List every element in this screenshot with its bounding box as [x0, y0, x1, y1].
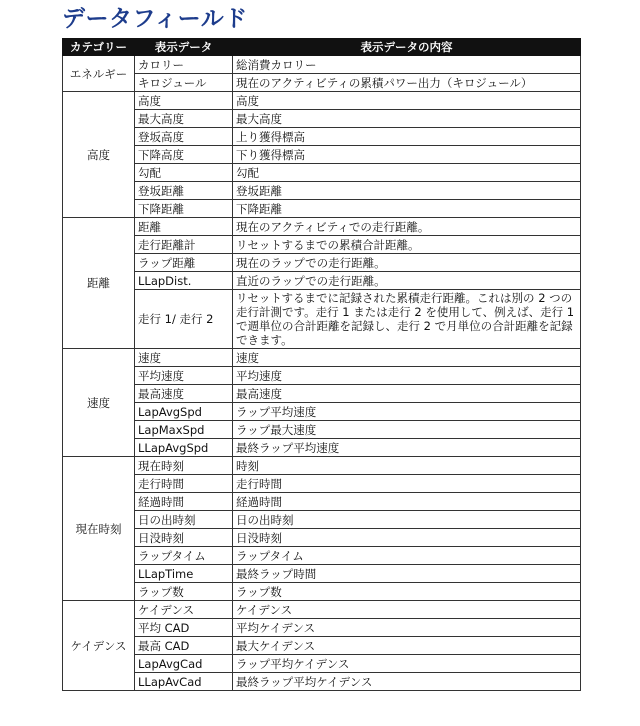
field-name-cell: 走行時間	[135, 475, 233, 493]
table-row	[63, 637, 581, 655]
field-description-cell: ケイデンス	[233, 601, 581, 619]
field-description-cell: 最大高度	[233, 110, 581, 128]
table-row	[63, 655, 581, 673]
table-row	[63, 218, 581, 236]
field-description-cell: ラップ最大速度	[233, 421, 581, 439]
table-row	[63, 200, 581, 218]
category-cell: 現在時刻	[63, 457, 135, 601]
field-description-cell: 直近のラップでの走行距離。	[233, 272, 581, 290]
field-description-cell: 総消費カロリー	[233, 56, 581, 74]
field-name-cell: ラップタイム	[135, 547, 233, 565]
field-description-cell: ラップ平均速度	[233, 403, 581, 421]
field-name-cell: 最高 CAD	[135, 637, 233, 655]
table-row	[63, 349, 581, 367]
field-name-cell: LapAvgSpd	[135, 403, 233, 421]
field-description-cell: リセットするまでに記録された累積走行距離。これは別の 2 つの走行計測です。走行 1 または走行 2 を使用して、例えば、走行 1 で週単位の合計距離を記録し、走行 2 で月単位の合計距離を記録できます。	[233, 290, 581, 349]
field-description-cell: ラップタイム	[233, 547, 581, 565]
field-name-cell: 現在時刻	[135, 457, 233, 475]
table-row	[63, 74, 581, 92]
table-row	[63, 290, 581, 349]
field-name-cell: ラップ距離	[135, 254, 233, 272]
field-description-cell: 勾配	[233, 164, 581, 182]
table-row	[63, 92, 581, 110]
field-description-cell: 現在のラップでの走行距離。	[233, 254, 581, 272]
table-row	[63, 56, 581, 74]
field-name-cell: 平均速度	[135, 367, 233, 385]
field-name-cell: 走行距離計	[135, 236, 233, 254]
field-description-cell: 最高速度	[233, 385, 581, 403]
table-row	[63, 601, 581, 619]
field-description-cell: 走行時間	[233, 475, 581, 493]
table-row	[63, 385, 581, 403]
table-row	[63, 272, 581, 290]
field-description-cell: 最終ラップ平均速度	[233, 439, 581, 457]
field-name-cell: キロジュール	[135, 74, 233, 92]
field-description-cell: 時刻	[233, 457, 581, 475]
table-row	[63, 619, 581, 637]
field-name-cell: ラップ数	[135, 583, 233, 601]
table-row	[63, 421, 581, 439]
field-name-cell: LLapTime	[135, 565, 233, 583]
table-row	[63, 493, 581, 511]
field-description-cell: ラップ平均ケイデンス	[233, 655, 581, 673]
field-description-cell: 速度	[233, 349, 581, 367]
field-description-cell: 最終ラップ時間	[233, 565, 581, 583]
table-row	[63, 128, 581, 146]
field-name-cell: 距離	[135, 218, 233, 236]
field-description-cell: 経過時間	[233, 493, 581, 511]
field-description-cell: 高度	[233, 92, 581, 110]
category-cell: エネルギー	[63, 56, 135, 92]
field-description-cell: 平均ケイデンス	[233, 619, 581, 637]
page-title: データフィールド	[62, 6, 248, 32]
field-name-cell: LLapDist.	[135, 272, 233, 290]
field-name-cell: LapAvgCad	[135, 655, 233, 673]
field-description-cell: 最終ラップ平均ケイデンス	[233, 673, 581, 691]
table-row	[63, 367, 581, 385]
header-display-data: 表示データ	[135, 39, 233, 56]
table-row	[63, 110, 581, 128]
field-description-cell: 上り獲得標高	[233, 128, 581, 146]
table-row	[63, 511, 581, 529]
field-name-cell: LLapAvCad	[135, 673, 233, 691]
field-description-cell: 下り獲得標高	[233, 146, 581, 164]
field-name-cell: 平均 CAD	[135, 619, 233, 637]
field-name-cell: 日の出時刻	[135, 511, 233, 529]
table-header-row	[63, 39, 581, 56]
field-description-cell: 日の出時刻	[233, 511, 581, 529]
field-name-cell: 最高速度	[135, 385, 233, 403]
table-row	[63, 583, 581, 601]
field-name-cell: 走行 1/ 走行 2	[135, 290, 233, 349]
field-description-cell: 最大ケイデンス	[233, 637, 581, 655]
table-row	[63, 457, 581, 475]
field-name-cell: 日没時刻	[135, 529, 233, 547]
header-category: カテゴリー	[63, 39, 135, 56]
header-description: 表示データの内容	[233, 39, 581, 56]
category-cell: 高度	[63, 92, 135, 218]
table-row	[63, 565, 581, 583]
category-cell: 速度	[63, 349, 135, 457]
field-description-cell: 現在のアクティビティの累積パワー出力（キロジュール）	[233, 74, 581, 92]
field-description-cell: 平均速度	[233, 367, 581, 385]
category-cell: ケイデンス	[63, 601, 135, 691]
field-name-cell: 勾配	[135, 164, 233, 182]
table-row	[63, 475, 581, 493]
table-row	[63, 164, 581, 182]
table-row	[63, 547, 581, 565]
field-name-cell: カロリー	[135, 56, 233, 74]
field-name-cell: LLapAvgSpd	[135, 439, 233, 457]
table-row	[63, 529, 581, 547]
field-name-cell: 最大高度	[135, 110, 233, 128]
category-cell: 距離	[63, 218, 135, 349]
field-name-cell: 下降距離	[135, 200, 233, 218]
table-body	[63, 56, 581, 691]
table-row	[63, 254, 581, 272]
field-description-cell: リセットするまでの累積合計距離。	[233, 236, 581, 254]
table-row	[63, 673, 581, 691]
field-name-cell: 下降高度	[135, 146, 233, 164]
table-row	[63, 182, 581, 200]
field-description-cell: 現在のアクティビティでの走行距離。	[233, 218, 581, 236]
field-description-cell: 日没時刻	[233, 529, 581, 547]
table-row	[63, 403, 581, 421]
table-row	[63, 236, 581, 254]
field-description-cell: ラップ数	[233, 583, 581, 601]
field-name-cell: LapMaxSpd	[135, 421, 233, 439]
field-name-cell: 高度	[135, 92, 233, 110]
field-name-cell: 登坂高度	[135, 128, 233, 146]
table-row	[63, 439, 581, 457]
field-description-cell: 下降距離	[233, 200, 581, 218]
field-name-cell: ケイデンス	[135, 601, 233, 619]
data-field-table	[62, 38, 581, 691]
field-name-cell: 経過時間	[135, 493, 233, 511]
table-row	[63, 146, 581, 164]
field-name-cell: 登坂距離	[135, 182, 233, 200]
field-description-cell: 登坂距離	[233, 182, 581, 200]
field-name-cell: 速度	[135, 349, 233, 367]
